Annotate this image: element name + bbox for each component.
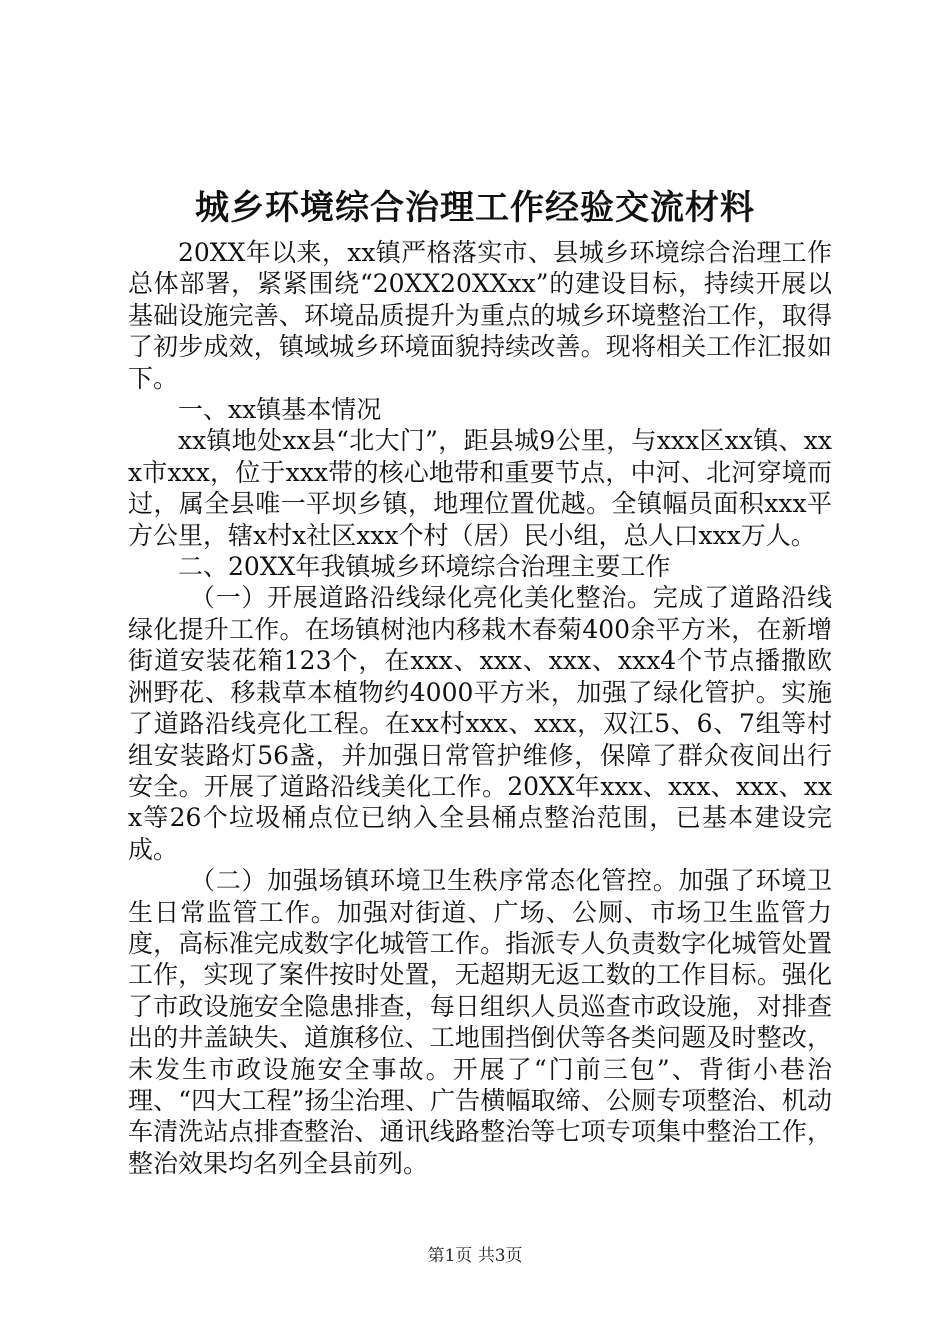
basic-situation-paragraph: xx镇地处xx县“北大门”，距县城9公里，与xxx区xx镇、xxx市xxx，位于xxx带的核心地带和重要节点，中河、北河穿境而过，属全县唯一平坝乡镇，地理位置优越。全镇幅员面积xxx平方公里，辖x村x社区xxx个村（居）民小组，总人口xxx万人。 <box>128 426 832 550</box>
document-title: 城乡环境综合治理工作经验交流材料 <box>195 188 755 228</box>
section-heading-2: 二、20XX年我镇城乡环境综合治理主要工作 <box>178 552 671 582</box>
section-heading-1: 一、xx镇基本情况 <box>178 395 382 425</box>
subsection-2-paragraph: （二）加强场镇环境卫生秩序常态化管控。加强了环境卫生日常监管工作。加强对街道、广场、公厕、市场卫生监管力度，高标准完成数字化城管工作。指派专人负责数字化城管处置工作，实现了案件按时处置，无超期无返工数的工作目标。强化了市政设施安全隐患排查，每日组织人员巡查市政设施，对排查出的井盖缺失、道旗移位、工地围挡倒伏等各类问题及时整改，未发生市政设施安全事故。开展了“门前三包”、背街小巷治理、“四大工程”扬尘治理、广告横幅取缔、公厕专项整治、机动车清洗站点排查整治、通讯线路整治等七项专项集中整治工作，整治效果均名列全县前列。 <box>128 866 832 1178</box>
page-number: 第1页 共3页 <box>427 1246 523 1266</box>
intro-paragraph: 20XX年以来，xx镇严格落实市、县城乡环境综合治理工作总体部署，紧紧围绕“20XX20XXxx”的建设目标，持续开展以基础设施完善、环境品质提升为重点的城乡环境整治工作，取得了初步成效，镇域城乡环境面貌持续改善。现将相关工作汇报如下。 <box>128 238 832 393</box>
document-body <box>128 237 832 1179</box>
subsection-1-paragraph: （一）开展道路沿线绿化亮化美化整治。完成了道路沿线绿化提升工作。在场镇树池内移栽木春菊400余平方米，在新增街道安装花箱123个，在xxx、xxx、xxx、xxx4个节点播撒欧洲野花、移栽草本植物约4000平方米，加强了绿化管护。实施了道路沿线亮化工程。在xx村xxx、xxx，双江5、6、7组等村组安装路灯56盏，并加强日常管护维修，保障了群众夜间出行安全。开展了道路沿线美化工作。20XX年xxx、xxx、xxx、xxx等26个垃圾桶点位已纳入全县桶点整治范围，已基本建设完成。 <box>128 583 832 864</box>
